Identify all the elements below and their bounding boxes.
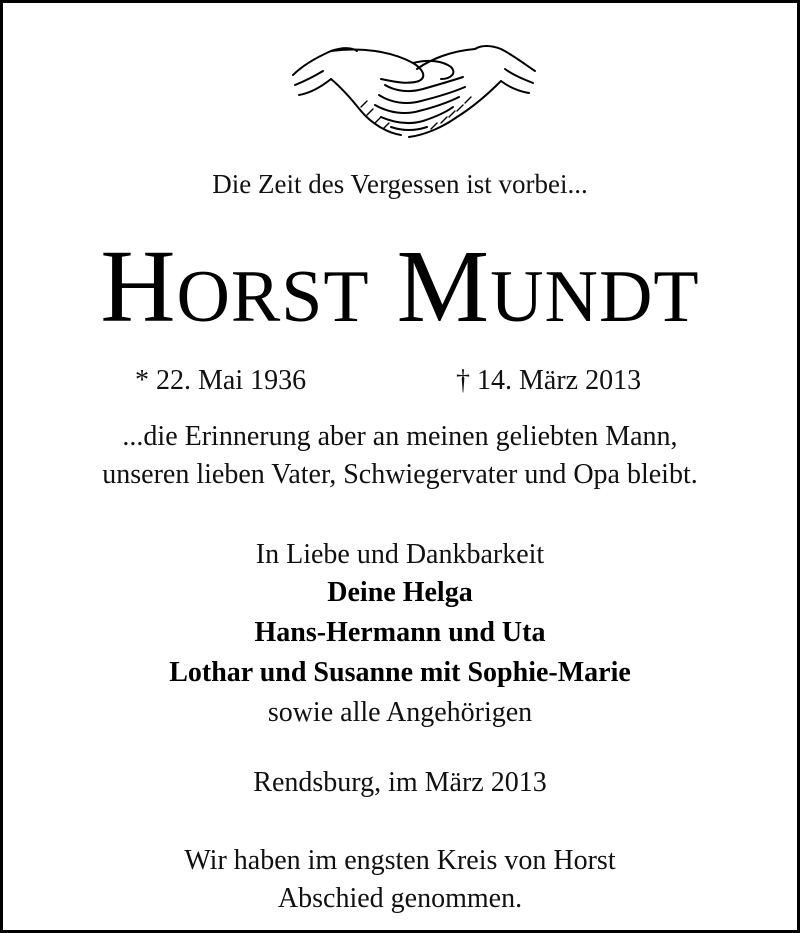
family-member: Lothar und Susanne mit Sophie-Marie <box>169 657 631 688</box>
life-dates <box>3 365 797 401</box>
greeting-text: In Liebe und Dankbarkeit <box>255 539 545 570</box>
family-member: Deine Helga <box>327 577 473 608</box>
memory-line: unseren lieben Vater, Schwiegervater und Opa bleibt. <box>102 459 698 490</box>
clasped-hands-icon <box>291 37 537 145</box>
name-last-initial: M <box>396 229 491 344</box>
name-last-rest: UNDT <box>490 256 700 338</box>
final-note-line: Abschied genommen. <box>277 883 523 914</box>
motto-text: Die Zeit des Vergessen ist vorbei... <box>212 169 588 199</box>
relatives-text: sowie alle Angehörigen <box>267 697 533 728</box>
name-first-rest: ORST <box>176 256 370 338</box>
memory-line: ...die Erinnerung aber an meinen geliebten Mann, <box>122 421 678 452</box>
place-date-text: Rendsburg, im März 2013 <box>253 767 547 798</box>
deceased-name <box>3 229 797 344</box>
death-date: † 14. März 2013 <box>456 365 642 396</box>
family-member: Hans-Hermann und Uta <box>254 617 546 648</box>
final-note-line: Wir haben im engsten Kreis von Horst <box>184 845 616 876</box>
birth-date: * 22. Mai 1936 <box>135 365 307 396</box>
name-first-initial: H <box>100 229 177 344</box>
